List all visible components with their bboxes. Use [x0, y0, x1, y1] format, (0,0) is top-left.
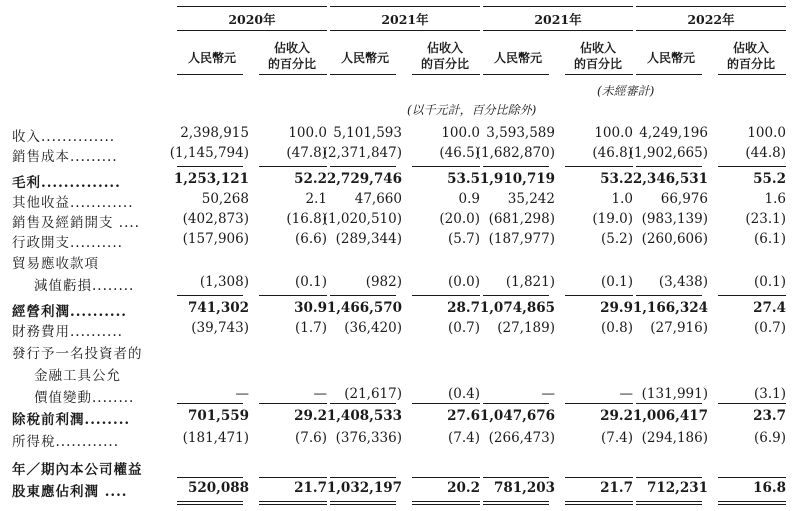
subtotal-rule [177, 501, 243, 502]
col-header-pct: 佔收入 的百分比 [267, 41, 316, 71]
subtotal-rule [177, 504, 243, 505]
subtotal-rule [636, 403, 702, 404]
col-header-rmb: 人民幣元 [340, 51, 389, 65]
pct-value: 27.4 [753, 300, 786, 316]
subtotal-rule [259, 166, 327, 167]
subtotal-rule [412, 504, 480, 505]
subtotal-rule [177, 403, 243, 404]
amount-value: 2,398,915 [180, 125, 249, 141]
header-underline [412, 74, 480, 75]
row-label: 減值虧損........ [34, 278, 135, 294]
pct-value: (1.7) [294, 320, 327, 336]
amount-value: (39,743) [191, 320, 249, 336]
amount-value: (376,336) [335, 430, 402, 446]
subtotal-rule [483, 504, 549, 505]
amount-value: 712,231 [646, 480, 708, 496]
amount-value: 1,408,533 [326, 408, 402, 424]
subtotal-rule [330, 166, 396, 167]
pct-value: (47.8) [286, 145, 327, 161]
amount-value: (402,873) [182, 211, 249, 227]
row-label: 收入.............. [12, 129, 116, 145]
subtotal-rule [330, 403, 396, 404]
pct-value: (0.4) [447, 386, 480, 402]
header-top-rule [483, 6, 633, 7]
pct-value: (0.7) [447, 320, 480, 336]
subtotal-rule [330, 501, 396, 502]
subtotal-rule [483, 295, 549, 296]
pct-value: 21.7 [600, 480, 633, 496]
pct-value: 30.9 [294, 300, 327, 316]
pct-value: 27.6 [447, 408, 480, 424]
subtotal-rule [330, 295, 396, 296]
amount-value: 1,166,324 [632, 300, 708, 316]
row-label: 毛利.............. [12, 175, 121, 191]
amount-value: 3,593,589 [486, 125, 555, 141]
amount-value: (131,991) [641, 386, 708, 402]
pct-value: 28.7 [447, 300, 480, 316]
subtotal-rule [330, 504, 396, 505]
amount-value: (157,906) [182, 231, 249, 247]
subtotal-rule [259, 504, 327, 505]
amount-value: 1,074,865 [479, 300, 555, 316]
subtotal-rule [412, 295, 480, 296]
subtotal-rule [259, 477, 327, 478]
amount-value: 35,242 [507, 191, 555, 207]
pct-value: (16.8) [286, 211, 327, 227]
amount-value: 2,346,531 [632, 171, 708, 187]
subtotal-rule [565, 504, 633, 505]
pct-value: 1.6 [764, 191, 786, 207]
amount-value: (2,371,847) [322, 145, 402, 161]
header-mid-rule [483, 30, 633, 31]
subtotal-rule [718, 403, 786, 404]
subtotal-rule [259, 295, 327, 296]
pct-value: 100.0 [288, 125, 327, 141]
subtotal-rule [718, 166, 786, 167]
amount-value: (982) [365, 274, 402, 290]
subtotal-rule [718, 501, 786, 502]
pct-value: 21.7 [294, 480, 327, 496]
row-label: 金融工具公允 [34, 368, 121, 384]
amount-value: (21,617) [344, 386, 402, 402]
amount-value: (266,473) [488, 430, 555, 446]
header-mid-rule [177, 30, 327, 31]
pct-value: (5.7) [447, 231, 480, 247]
subtotal-rule [483, 501, 549, 502]
pct-value: (6.6) [294, 231, 327, 247]
subtotal-rule [565, 501, 633, 502]
amount-value: (1,682,870) [475, 145, 555, 161]
subtotal-rule [177, 477, 243, 478]
amount-value: 47,660 [354, 191, 402, 207]
period-year: 2020年 [228, 12, 276, 27]
subtotal-rule [636, 504, 702, 505]
pct-value: (0.1) [600, 274, 633, 290]
subtotal-rule [636, 477, 702, 478]
header-underline [565, 74, 633, 75]
col-header-pct: 佔收入 的百分比 [726, 41, 775, 71]
subtotal-rule [718, 504, 786, 505]
pct-value: (6.9) [753, 430, 786, 446]
pct-value: 29.9 [600, 300, 633, 316]
pct-value: (23.1) [745, 211, 786, 227]
amount-value: 1,032,197 [326, 480, 402, 496]
subtotal-rule [636, 166, 702, 167]
amount-value: (1,020,510) [322, 211, 402, 227]
pct-value: (5.2) [600, 231, 633, 247]
amount-value: (983,139) [641, 211, 708, 227]
subtotal-rule [718, 477, 786, 478]
row-label: 年／期內本公司權益 [12, 462, 143, 478]
row-label: 銷售及經銷開支 .... [12, 215, 140, 231]
subtotal-rule [412, 403, 480, 404]
pct-value: 2.1 [305, 191, 327, 207]
pct-value: (44.8) [745, 145, 786, 161]
header-underline [483, 74, 549, 75]
subtotal-rule [483, 477, 549, 478]
col-header-rmb: 人民幣元 [187, 51, 236, 65]
header-top-rule [177, 6, 327, 7]
pct-value: (0.7) [753, 320, 786, 336]
row-label: 行政開支.......... [12, 235, 123, 251]
amount-value: 1,253,121 [173, 171, 249, 187]
subtotal-rule [412, 501, 480, 502]
amount-value: (294,186) [641, 430, 708, 446]
amount-value: 66,976 [660, 191, 708, 207]
subtotal-rule [636, 501, 702, 502]
pct-value: 16.8 [753, 480, 786, 496]
row-label: 其他收益............ [12, 195, 134, 211]
pct-value: 29.2 [600, 408, 633, 424]
pct-value: 100.0 [441, 125, 480, 141]
pct-value: (3.1) [753, 386, 786, 402]
amount-value: (1,902,665) [628, 145, 708, 161]
pct-value: 0.9 [458, 191, 480, 207]
header-underline [636, 74, 702, 75]
pct-value: 100.0 [747, 125, 786, 141]
subtotal-rule [259, 501, 327, 502]
row-label: 貿易應收款項 [12, 256, 99, 272]
amount-value: 741,302 [187, 300, 249, 316]
pct-value: 100.0 [594, 125, 633, 141]
row-label: 股東應佔利潤 .... [12, 484, 128, 500]
pct-value: — [619, 386, 633, 402]
subtotal-rule [565, 477, 633, 478]
amount-value: (181,471) [182, 430, 249, 446]
pct-value: (46.8) [592, 145, 633, 161]
header-top-rule [636, 6, 786, 7]
row-label: 所得稅............ [12, 434, 119, 450]
pct-value: 53.2 [600, 171, 633, 187]
pct-value: 53.5 [447, 171, 480, 187]
amount-value: (1,145,794) [169, 145, 249, 161]
header-underline [718, 74, 786, 75]
pct-value: 1.0 [611, 191, 633, 207]
subtotal-rule [565, 295, 633, 296]
pct-value: (0.1) [294, 274, 327, 290]
amount-value: — [235, 386, 249, 402]
amount-value: 1,910,719 [479, 171, 555, 187]
amount-value: 50,268 [201, 191, 249, 207]
pct-value: (0.0) [447, 274, 480, 290]
subtotal-rule [412, 166, 480, 167]
amount-value: (260,606) [641, 231, 708, 247]
pct-value: (7.4) [600, 430, 633, 446]
amount-value: 1,006,417 [632, 408, 708, 424]
period-year: 2021年 [534, 12, 582, 27]
amount-value: — [541, 386, 555, 402]
amount-value: (27,189) [497, 320, 555, 336]
pct-value: (7.6) [294, 430, 327, 446]
pct-value: (0.1) [753, 274, 786, 290]
subtotal-rule [718, 295, 786, 296]
subtotal-rule [330, 477, 396, 478]
col-header-pct: 佔收入 的百分比 [573, 41, 622, 71]
amount-value: (27,916) [650, 320, 708, 336]
subtotal-rule [483, 403, 549, 404]
amount-value: 781,203 [493, 480, 555, 496]
row-label: 經營利潤.......... [12, 304, 127, 320]
pct-value: (7.4) [447, 430, 480, 446]
subtotal-rule [177, 295, 243, 296]
amount-value: (187,977) [488, 231, 555, 247]
subtotal-rule [636, 295, 702, 296]
subtotal-rule [259, 403, 327, 404]
amount-value: 1,047,676 [479, 408, 555, 424]
pct-value: (20.0) [439, 211, 480, 227]
amount-value: (1,308) [199, 274, 249, 290]
amount-value: 1,466,570 [326, 300, 402, 316]
row-label: 財務費用.......... [12, 324, 123, 340]
amount-value: 2,729,746 [326, 171, 402, 187]
amount-value: (681,298) [488, 211, 555, 227]
row-label: 價值變動........ [34, 390, 135, 406]
pct-value: (46.5) [439, 145, 480, 161]
amount-value: 701,559 [187, 408, 249, 424]
pct-value: 55.2 [753, 171, 786, 187]
amount-value: 4,249,196 [639, 125, 708, 141]
header-underline [330, 74, 396, 75]
pct-value: 52.2 [294, 171, 327, 187]
amount-value: (289,344) [335, 231, 402, 247]
period-year: 2021年 [381, 12, 429, 27]
amount-value: 5,101,593 [333, 125, 402, 141]
subtotal-rule [412, 477, 480, 478]
header-mid-rule [330, 30, 480, 31]
subtotal-rule [565, 166, 633, 167]
row-label: 發行予一名投資者的 [12, 346, 143, 362]
amount-value: (3,438) [658, 274, 708, 290]
row-label: 除稅前利潤........ [12, 412, 131, 428]
col-header-pct: 佔收入 的百分比 [420, 41, 469, 71]
col-header-rmb: 人民幣元 [646, 51, 695, 65]
subtotal-rule [177, 166, 243, 167]
subtotal-rule [565, 403, 633, 404]
pct-value: 23.7 [753, 408, 786, 424]
header-underline [177, 74, 243, 75]
amount-value: (1,821) [505, 274, 555, 290]
units-note: (以千元計，百分比除外) [407, 103, 537, 117]
header-underline [259, 74, 327, 75]
unaudited-note: (未經審計) [597, 84, 655, 98]
amount-value: (36,420) [344, 320, 402, 336]
pct-value: (6.1) [753, 231, 786, 247]
pct-value: (19.0) [592, 211, 633, 227]
pct-value: 29.2 [294, 408, 327, 424]
pct-value: (0.8) [600, 320, 633, 336]
period-year: 2022年 [687, 12, 735, 27]
header-mid-rule [636, 30, 786, 31]
pct-value: 20.2 [447, 480, 480, 496]
pct-value: — [313, 386, 327, 402]
amount-value: 520,088 [187, 480, 249, 496]
col-header-rmb: 人民幣元 [493, 51, 542, 65]
header-top-rule [330, 6, 480, 7]
row-label: 銷售成本......... [12, 149, 118, 165]
subtotal-rule [483, 166, 549, 167]
